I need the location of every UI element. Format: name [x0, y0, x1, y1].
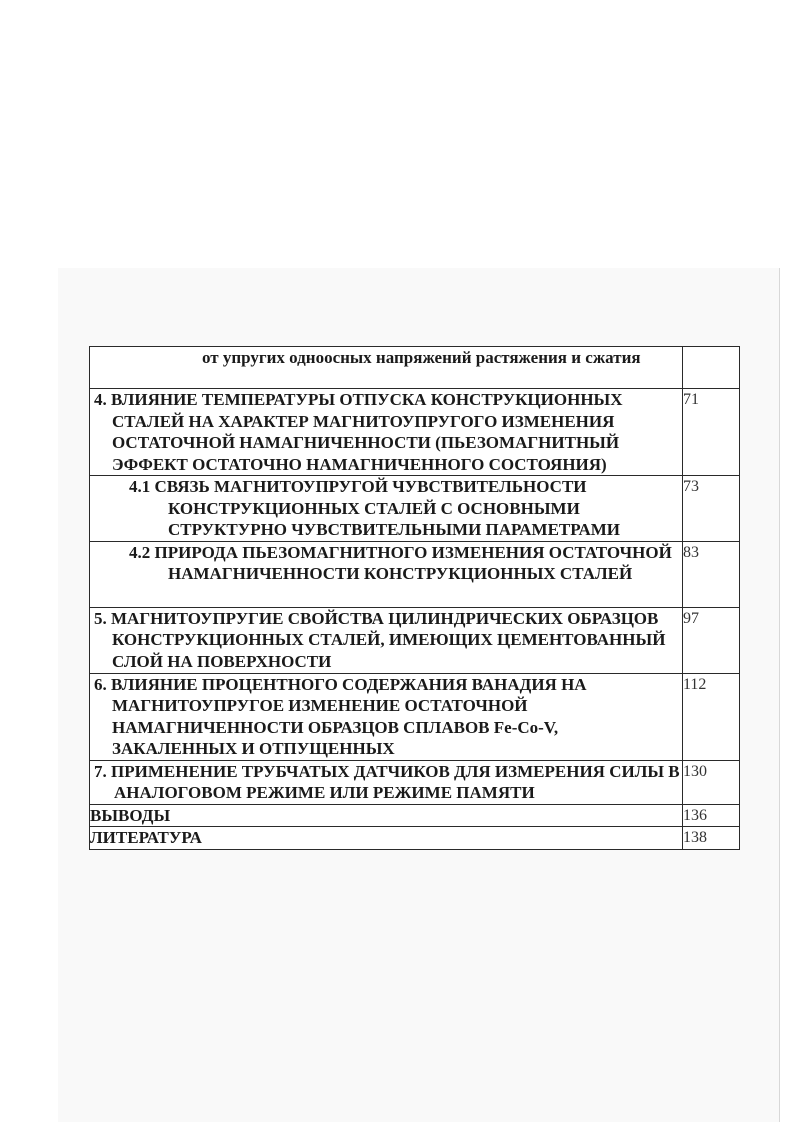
toc-page-cell [683, 389, 740, 476]
toc-entry-page: 136 [683, 806, 707, 824]
toc-title-cell [90, 541, 683, 607]
toc-entry-page: 130 [683, 762, 707, 780]
toc-row [90, 827, 740, 850]
toc-title-cell [90, 673, 683, 760]
toc-row [90, 607, 740, 673]
table-of-contents [89, 346, 740, 850]
toc-row [90, 760, 740, 804]
toc-entry-page: 73 [683, 478, 699, 495]
toc-row [90, 476, 740, 542]
toc-page-cell [683, 607, 740, 673]
toc-title-cell [90, 804, 683, 827]
toc-page-cell [683, 827, 740, 850]
toc-page-cell [683, 476, 740, 542]
scan-edge-line [779, 268, 780, 1122]
toc-page-cell [683, 804, 740, 827]
toc-page-cell [683, 347, 740, 389]
toc-entry-title: от упругих одноосных напряжений растяжения и сжатия [202, 348, 641, 367]
toc-page-cell [683, 673, 740, 760]
toc-title-cell [90, 389, 683, 476]
toc-title-cell [90, 827, 683, 850]
toc-title-cell [90, 607, 683, 673]
toc-entry-title: 5. МАГНИТОУПРУГИЕ СВОЙСТВА ЦИЛИНДРИЧЕСКИХ ОБРАЗЦОВ КОНСТРУКЦИОННЫХ СТАЛЕЙ, ИМЕЮЩИХ ЦЕМЕНТОВАННЫЙ СЛОЙ НА ПОВЕРХНОСТИ [94, 608, 666, 671]
toc-entry-page: 112 [683, 675, 707, 693]
toc-entry-page: 71 [683, 391, 699, 408]
toc-entry-page: 97 [683, 609, 699, 627]
toc-row [90, 673, 740, 760]
toc-row [90, 804, 740, 827]
toc-page-cell [683, 760, 740, 804]
toc-entry-title: 4. ВЛИЯНИЕ ТЕМПЕРАТУРЫ ОТПУСКА КОНСТРУКЦИОННЫХ СТАЛЕЙ НА ХАРАКТЕР МАГНИТОУПРУГОГО ИЗМЕНЕНИЯ ОСТАТОЧНОЙ НАМАГНИЧЕННОСТИ (ПЬЕЗОМАГНИТНЫЙ ЭФФЕКТ ОСТАТОЧНО НАМАГНИЧЕННОГО СОСТОЯНИЯ) [94, 390, 623, 474]
toc-entry-page: 138 [683, 829, 707, 846]
toc-entry-title: ЛИТЕРАТУРА [90, 828, 202, 847]
toc-entry-title: ВЫВОДЫ [90, 805, 171, 825]
toc-entry-title: 7. ПРИМЕНЕНИЕ ТРУБЧАТЫХ ДАТЧИКОВ ДЛЯ ИЗМЕРЕНИЯ СИЛЫ В АНАЛОГОВОМ РЕЖИМЕ ИЛИ РЕЖИМЕ ПАМЯТИ [94, 761, 680, 802]
toc-entry-title: 4.2 ПРИРОДА ПЬЕЗОМАГНИТНОГО ИЗМЕНЕНИЯ ОСТАТОЧНОЙ НАМАГНИЧЕННОСТИ КОНСТРУКЦИОННЫХ СТАЛЕЙ [129, 542, 672, 583]
toc-row [90, 347, 740, 389]
toc-title-cell [90, 476, 683, 542]
toc-page-cell [683, 541, 740, 607]
toc-row [90, 389, 740, 476]
toc-row [90, 541, 740, 607]
toc-entry-page: 83 [683, 543, 699, 561]
toc-entry-title: 6. ВЛИЯНИЕ ПРОЦЕНТНОГО СОДЕРЖАНИЯ ВАНАДИЯ НА МАГНИТОУПРУГОЕ ИЗМЕНЕНИЕ ОСТАТОЧНОЙ НАМАГНИЧЕННОСТИ ОБРАЗЦОВ СПЛАВОВ Fe-Co-V, ЗАКАЛЕННЫХ И ОТПУЩЕННЫХ [94, 674, 587, 758]
toc-title-cell [90, 347, 683, 389]
toc-title-cell [90, 760, 683, 804]
toc-entry-title: 4.1 СВЯЗЬ МАГНИТОУПРУГОЙ ЧУВСТВИТЕЛЬНОСТИ КОНСТРУКЦИОННЫХ СТАЛЕЙ С ОСНОВНЫМИ СТРУКТУРНО ЧУВСТВИТЕЛЬНЫМИ ПАРАМЕТРАМИ [129, 477, 621, 539]
